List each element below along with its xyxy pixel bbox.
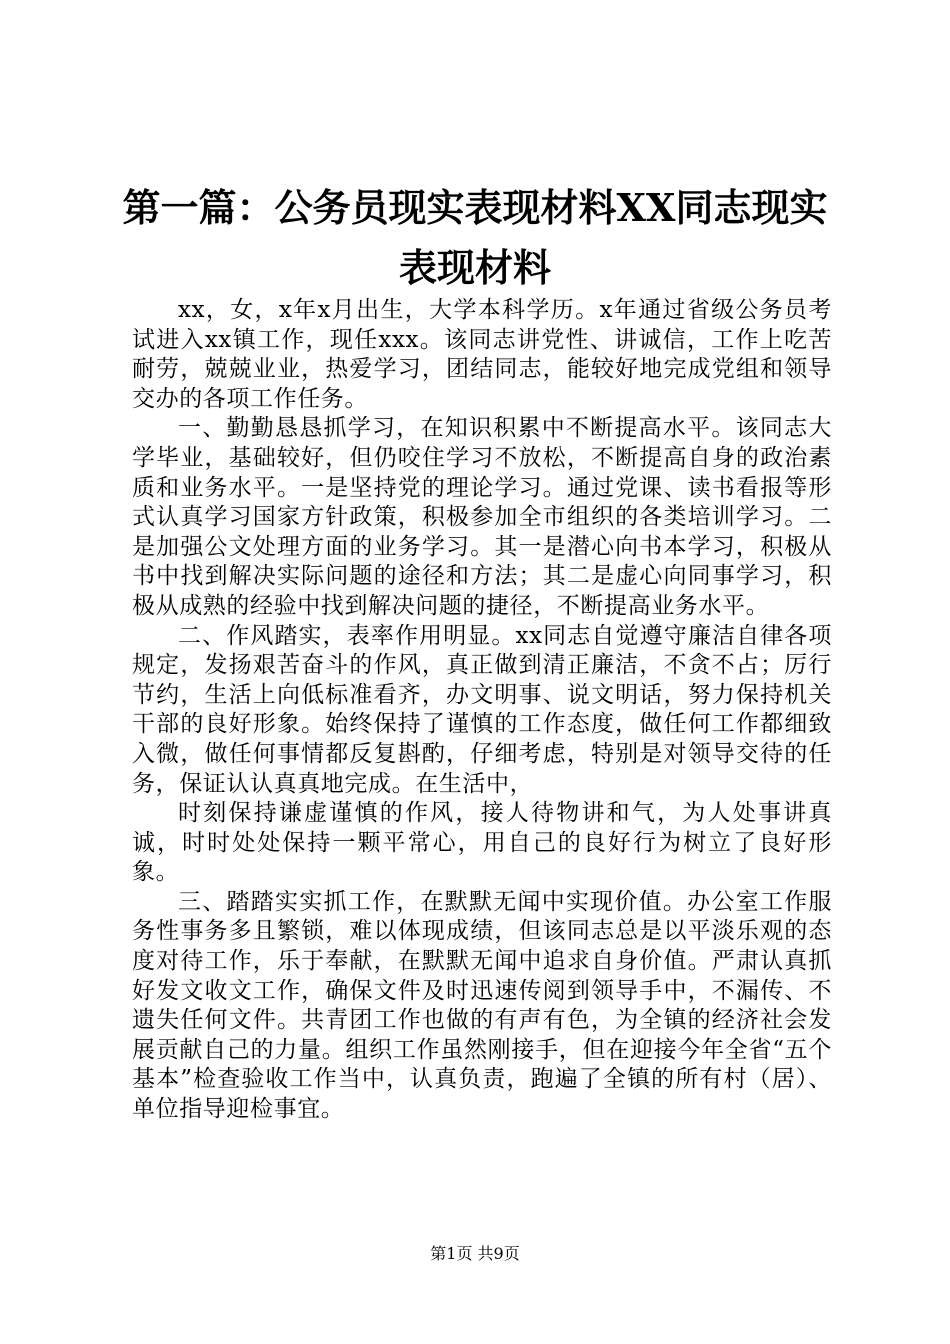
page-footer: 第1页 共9页: [430, 1244, 520, 1263]
paragraph-style: 二、作风踏实，表率作用明显。xx同志自觉遵守廉洁自律各项规定，发扬艰苦奋斗的作风，真正做到清正廉洁，不贪不占；厉行节约，生活上向低标准看齐，办文明事、说文明话，努力保持机关干部的良好形象。始终保持了谨慎的工作态度，做任何工作都细致入微，做任何事情都反复斟酌，仔细考虑，特别是对领导交待的任务，保证认认真真地完成。在生活中，: [132, 622, 832, 797]
paragraph-study: 一、勤勤恳恳抓学习，在知识积累中不断提高水平。该同志大学毕业，基础较好，但仍咬住学习不放松，不断提高自身的政治素质和业务水平。一是坚持党的理论学习。通过党课、读书看报等形式认真学习国家方针政策，积极参加全市组织的各类培训学习。二是加强公文处理方面的业务学习。其一是潜心向书本学习，积极从书中找到解决实际问题的途径和方法；其二是虚心向同事学习，积极从成熟的经验中找到解决问题的捷径，不断提高业务水平。: [132, 415, 832, 619]
paragraph-work: 三、踏踏实实抓工作，在默默无闻中实现价值。办公室工作服务性事务多且繁锁，难以体现成绩，但该同志总是以平淡乐观的态度对待工作，乐于奉献，在默默无闻中追求自身价值。严肃认真抓好发文收文工作，确保文件及时迅速传阅到领导手中，不漏传、不遗失任何文件。共青团工作也做的有声有色，为全镇的经济社会发展贡献自己的力量。组织工作虽然刚接手，但在迎接今年全省“五个基本”检查验收工作当中，认真负责，跑遍了全镇的所有村（居）、单位指导迎检事宜。: [132, 888, 832, 1123]
paragraph-intro: xx，女，x年x月出生，大学本科学历。x年通过省级公务员考试进入xx镇工作，现任xxx。该同志讲党性、讲诚信，工作上吃苦耐劳，兢兢业业，热爱学习，团结同志，能较好地完成党组和领导交办的各项工作任务。: [132, 297, 832, 412]
document-body: [132, 296, 832, 1125]
paragraph-life: 时刻保持谦虚谨慎的作风，接人待物讲和气，为人处事讲真诚，时时处处保持一颗平常心，用自己的良好行为树立了良好形象。: [132, 800, 832, 886]
document-title: 第一篇：公务员现实表现材料XX同志现实表现材料: [122, 185, 828, 290]
